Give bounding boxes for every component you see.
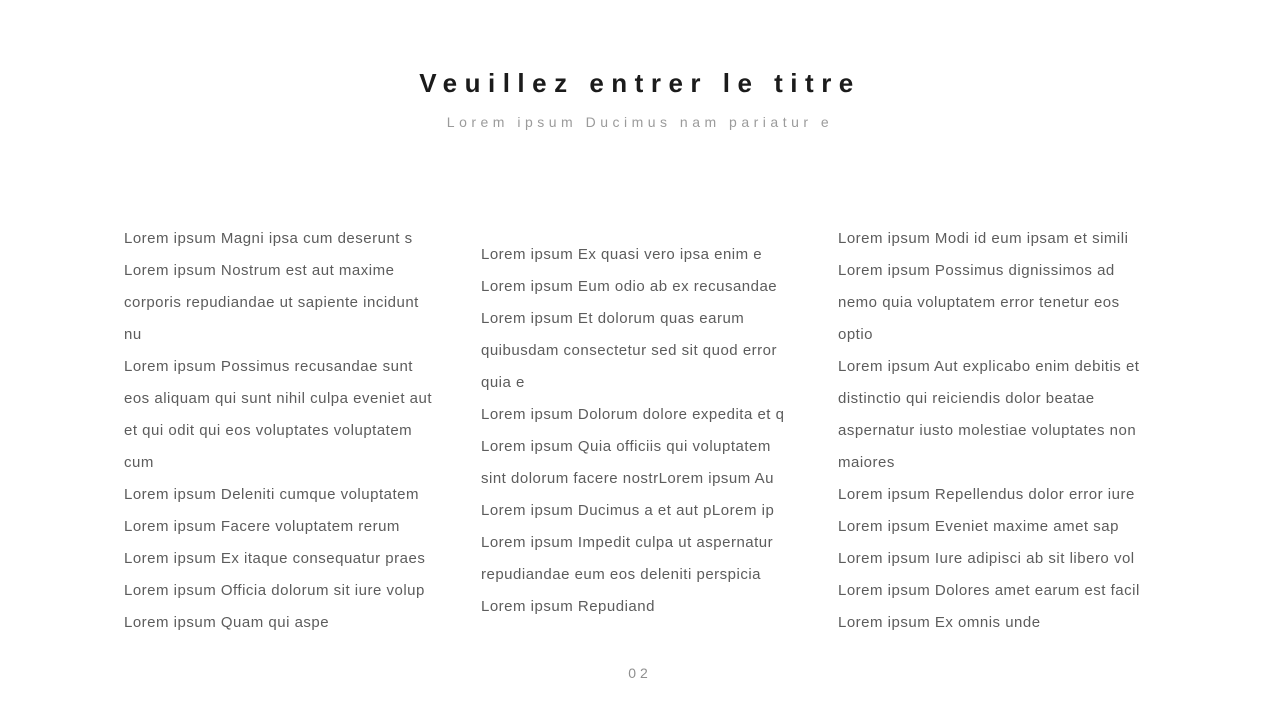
list-item: Lorem ipsum Facere voluptatem rerum — [124, 518, 400, 535]
slide-title: Veuillez entrer le titre — [419, 68, 861, 98]
list-item: Lorem ipsum Ex itaque consequatur praes — [124, 550, 426, 567]
list-item: Lorem ipsum Magni ipsa cum deserunt s — [124, 230, 413, 247]
list-item: Lorem ipsum Quam qui aspe — [124, 614, 330, 631]
page-number: 02 — [628, 665, 652, 681]
list-item: Lorem ipsum Iure adipisci ab sit libero vol — [838, 550, 1135, 567]
list-item: Lorem ipsum Et dolorum quas earum quibusdam consectetur sed sit quod error quia e — [481, 310, 777, 391]
list-item: Lorem ipsum Ex quasi vero ipsa enim e — [481, 246, 763, 263]
list-item: Lorem ipsum Repellendus dolor error iure — [838, 486, 1135, 503]
list-item: Lorem ipsum Officia dolorum sit iure volup — [124, 582, 425, 599]
list-item: Lorem ipsum Modi id eum ipsam et simili — [838, 230, 1129, 247]
list-item: Lorem ipsum Nostrum est aut maxime corporis repudiandae ut sapiente incidunt nu — [124, 262, 419, 343]
text-column-3 — [838, 223, 1152, 639]
slide-subtitle: Lorem ipsum Ducimus nam pariatur e — [446, 114, 834, 130]
list-item: Lorem ipsum Quia officiis qui voluptatem sint dolorum facere nostrLorem ipsum Au — [481, 438, 774, 487]
list-item: Lorem ipsum Impedit culpa ut aspernatur repudiandae eum eos deleniti perspicia — [481, 534, 774, 583]
list-item: Lorem ipsum Possimus dignissimos ad nemo quia voluptatem error tenetur eos optio — [838, 262, 1120, 343]
content-columns — [124, 223, 1152, 639]
list-item: Lorem ipsum Dolores amet earum est facil — [838, 582, 1140, 599]
text-column-1 — [124, 223, 438, 639]
list-item: Lorem ipsum Ducimus a et aut pLorem ip — [481, 502, 775, 519]
text-column-2 — [481, 239, 795, 623]
list-item: Lorem ipsum Repudiand — [481, 598, 655, 615]
list-item: Lorem ipsum Possimus recusandae sunt eos aliquam qui sunt nihil culpa eveniet aut et qui odit qui eos voluptates voluptatem cum — [124, 358, 433, 471]
list-item: Lorem ipsum Aut explicabo enim debitis et distinctio qui reiciendis dolor beatae aspernatur iusto molestiae voluptates non maiores — [838, 358, 1140, 471]
list-item: Lorem ipsum Deleniti cumque voluptatem — [124, 486, 419, 503]
slide-header — [0, 68, 1280, 130]
list-item: Lorem ipsum Dolorum dolore expedita et q — [481, 406, 785, 423]
list-item: Lorem ipsum Eveniet maxime amet sap — [838, 518, 1119, 535]
list-item: Lorem ipsum Ex omnis unde — [838, 614, 1041, 631]
list-item: Lorem ipsum Eum odio ab ex recusandae — [481, 278, 778, 295]
